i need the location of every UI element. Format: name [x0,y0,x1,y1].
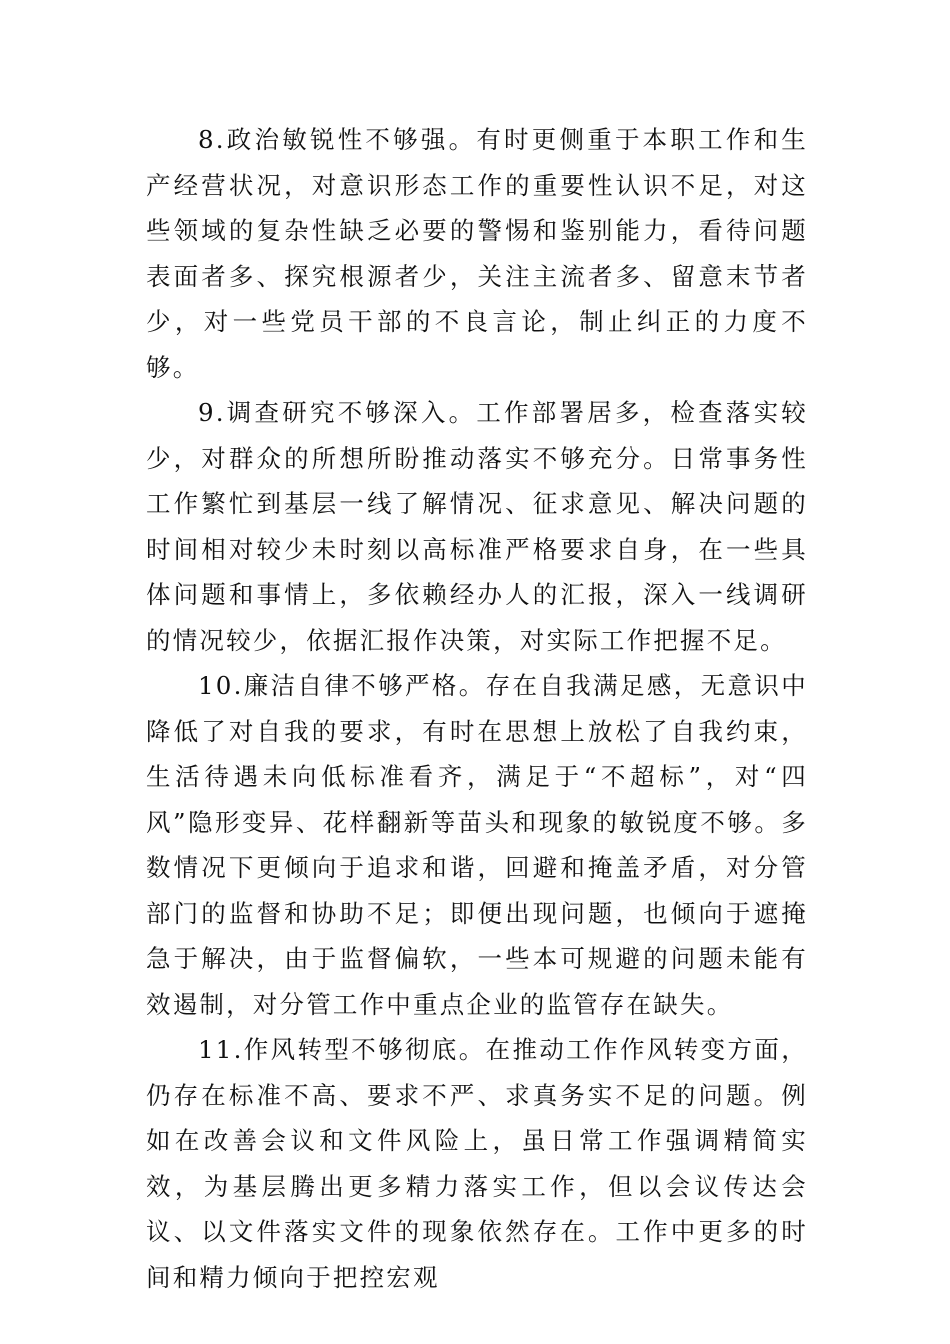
paragraph-item-11: 11.作风转型不够彻底。在推动工作作风转变方面，仍存在标准不高、要求不严、求真务实不足的问题。例如在改善会议和文件风险上，虽日常工作强调精简实效，为基层腾出更多精力落实工作，但以会议传达会议、以文件落实文件的现象依然存在。工作中更多的时间和精力倾向于把控宏观 [146,1035,808,1292]
document-body [146,117,808,1300]
paragraph-item-9: 9.调查研究不够深入。工作部署居多，检查落实较少，对群众的所想所盼推动落实不够充分。日常事务性工作繁忙到基层一线了解情况、征求意见、解决问题的时间相对较少未时刻以高标准严格要求自身，在一些具体问题和事情上，多依赖经办人的汇报，深入一线调研的情况较少，依据汇报作决策，对实际工作把握不足。 [146,398,808,655]
paragraph-item-10: 10.廉洁自律不够严格。存在自我满足感，无意识中降低了对自我的要求，有时在思想上放松了自我约束，生活待遇未向低标准看齐，满足于“不超标”，对“四风”隐形变异、花样翻新等苗头和现象的敏锐度不够。多数情况下更倾向于追求和谐，回避和掩盖矛盾，对分管部门的监督和协助不足；即便出现问题，也倾向于遮掩急于解决，由于监督偏软，一些本可规避的问题未能有效遏制，对分管工作中重点企业的监管存在缺失。 [146,671,808,1019]
paragraph-item-8: 8.政治敏锐性不够强。有时更侧重于本职工作和生产经营状况，对意识形态工作的重要性认识不足，对这些领域的复杂性缺乏必要的警惕和鉴别能力，看待问题表面者多、探究根源者少，关注主流者多、留意末节者少，对一些党员干部的不良言论，制止纠正的力度不够。 [146,125,808,382]
